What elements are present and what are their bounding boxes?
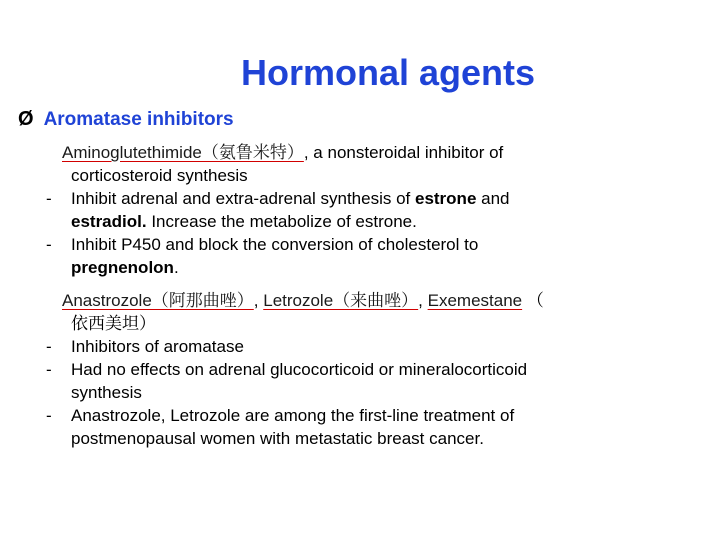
drug-description: , a nonsteroidal inhibitor of xyxy=(303,143,504,162)
list-item-text: Had no effects on adrenal glucocorticoid or mineralocorticoid xyxy=(71,360,528,379)
drug-name-exemestane: Exemestane xyxy=(427,291,523,310)
section-heading xyxy=(18,108,708,131)
separator: （ xyxy=(522,291,544,310)
bold-term: pregnenolon xyxy=(71,258,174,277)
dash-bullet: - xyxy=(46,337,52,356)
list-item-text: Inhibit P450 and block the conversion of cholesterol to xyxy=(71,235,479,254)
drug-name-letrozole: Letrozole（来曲唑） xyxy=(263,291,419,310)
list-item-text: Anastrozole, Letrozole are among the first-line treatment of xyxy=(71,406,515,425)
list-item xyxy=(46,335,708,358)
drug-description-continued: corticosteroid synthesis xyxy=(71,166,248,185)
dash-bullet: - xyxy=(46,189,52,208)
section-heading-text: Aromatase inhibitors xyxy=(43,108,234,130)
dash-bullet: - xyxy=(46,406,52,425)
drug-name-anastrozole: Anastrozole（阿那曲唑） xyxy=(62,291,254,310)
arrow-bullet-icon: Ø xyxy=(18,108,34,130)
list-item xyxy=(46,187,708,210)
drug-line-aminoglutethimide xyxy=(62,141,708,164)
list-item-continued: postmenopausal women with metastatic breast cancer. xyxy=(71,429,484,448)
drug-name-aminoglutethimide: Aminoglutethimide（氨鲁米特） xyxy=(62,143,304,162)
list-item-continued xyxy=(71,256,708,279)
list-item-text: Increase the metabolize of estrone. xyxy=(146,212,417,231)
dash-bullet: - xyxy=(46,360,52,379)
list-item-text: and xyxy=(476,189,510,208)
separator: , xyxy=(418,291,428,310)
dash-bullet: - xyxy=(46,235,52,254)
list-item xyxy=(46,404,708,427)
separator: , xyxy=(253,291,264,310)
list-item-continued xyxy=(71,210,708,233)
list-item-text: Inhibit adrenal and extra-adrenal synthesis of xyxy=(71,189,415,208)
bold-term: estradiol. xyxy=(71,212,147,231)
list-item-continued: synthesis xyxy=(71,383,142,402)
drug-line-aromatase-inhibitors xyxy=(62,289,708,312)
page-title: Hormonal agents xyxy=(240,52,536,93)
list-item xyxy=(46,358,708,381)
drug-name-continued: 依西美坦） xyxy=(71,314,156,333)
list-item-text: Inhibitors of aromatase xyxy=(71,337,244,356)
list-item xyxy=(46,233,708,256)
slide-content xyxy=(18,108,708,450)
list-item-text: . xyxy=(173,258,179,277)
bold-term: estrone xyxy=(414,189,477,208)
